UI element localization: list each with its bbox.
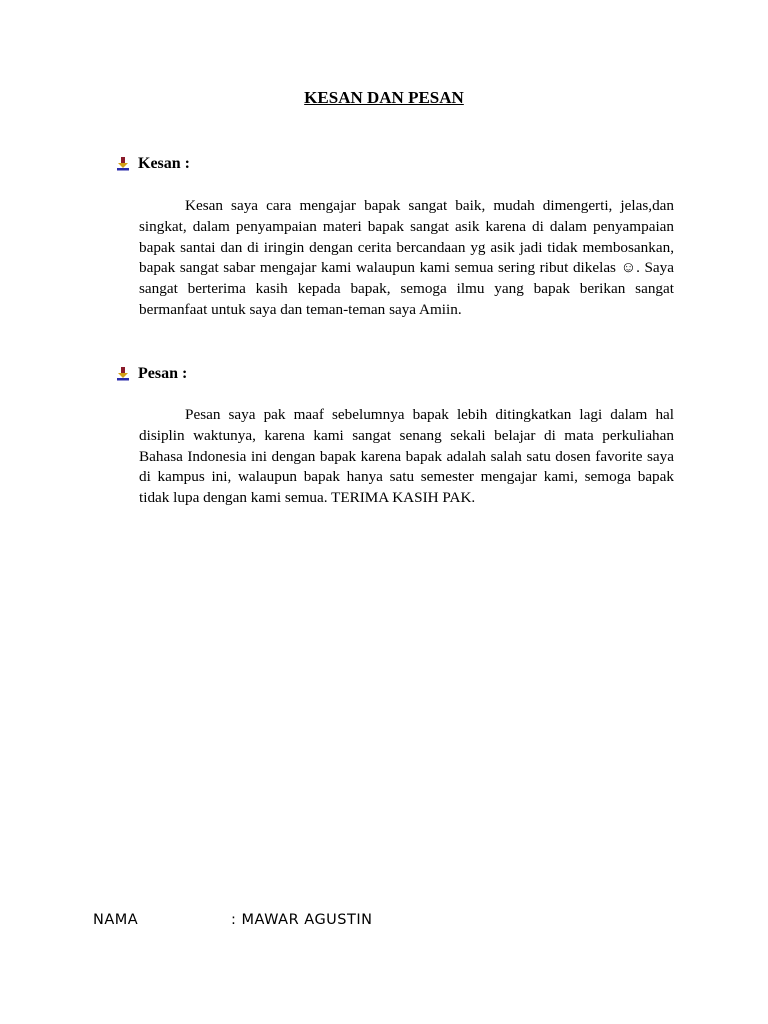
section-body-kesan: Kesan saya cara mengajar bapak sangat baik, mudah dimengerti, jelas,dan singkat, dalam penyampaian materi bapak sangat asik karena di dalam penyampaian bapak santai dan di iringin dengan cerita bercandaan yg asik jadi tidak membosankan, bapak sangat sabar mengajar kami walaupun kami semua sering ribut dikelas ☺. Saya sangat berterima kasih kepada bapak, semoga ilmu yang bapak berikan sangat bermanfaat untuk saya dan teman-teman saya Amiin.	[139, 197, 674, 318]
section-heading-kesan	[116, 155, 190, 173]
section-heading-label: Kesan :	[138, 155, 190, 172]
arrow-bullet-icon	[116, 367, 130, 381]
arrow-bullet-icon	[116, 157, 130, 171]
section-heading-label: Pesan :	[138, 365, 188, 382]
document-title: KESAN DAN PESAN	[304, 88, 464, 107]
footer-name-label: NAMA	[93, 912, 139, 928]
footer-name-value: : MAWAR AGUSTIN	[231, 912, 373, 928]
section-heading-pesan	[116, 365, 187, 383]
section-body-pesan: Pesan saya pak maaf sebelumnya bapak lebih ditingkatkan lagi dalam hal disiplin waktunya, karena kami sangat senang sekali belajar di mata perkuliahan Bahasa Indonesia ini dengan bapak karena bapak adalah salah satu dosen favorite saya di kampus ini, walaupun bapak hanya satu semester mengajar kami, semoga bapak tidak lupa dengan kami semua. TERIMA KASIH PAK.	[139, 406, 674, 507]
